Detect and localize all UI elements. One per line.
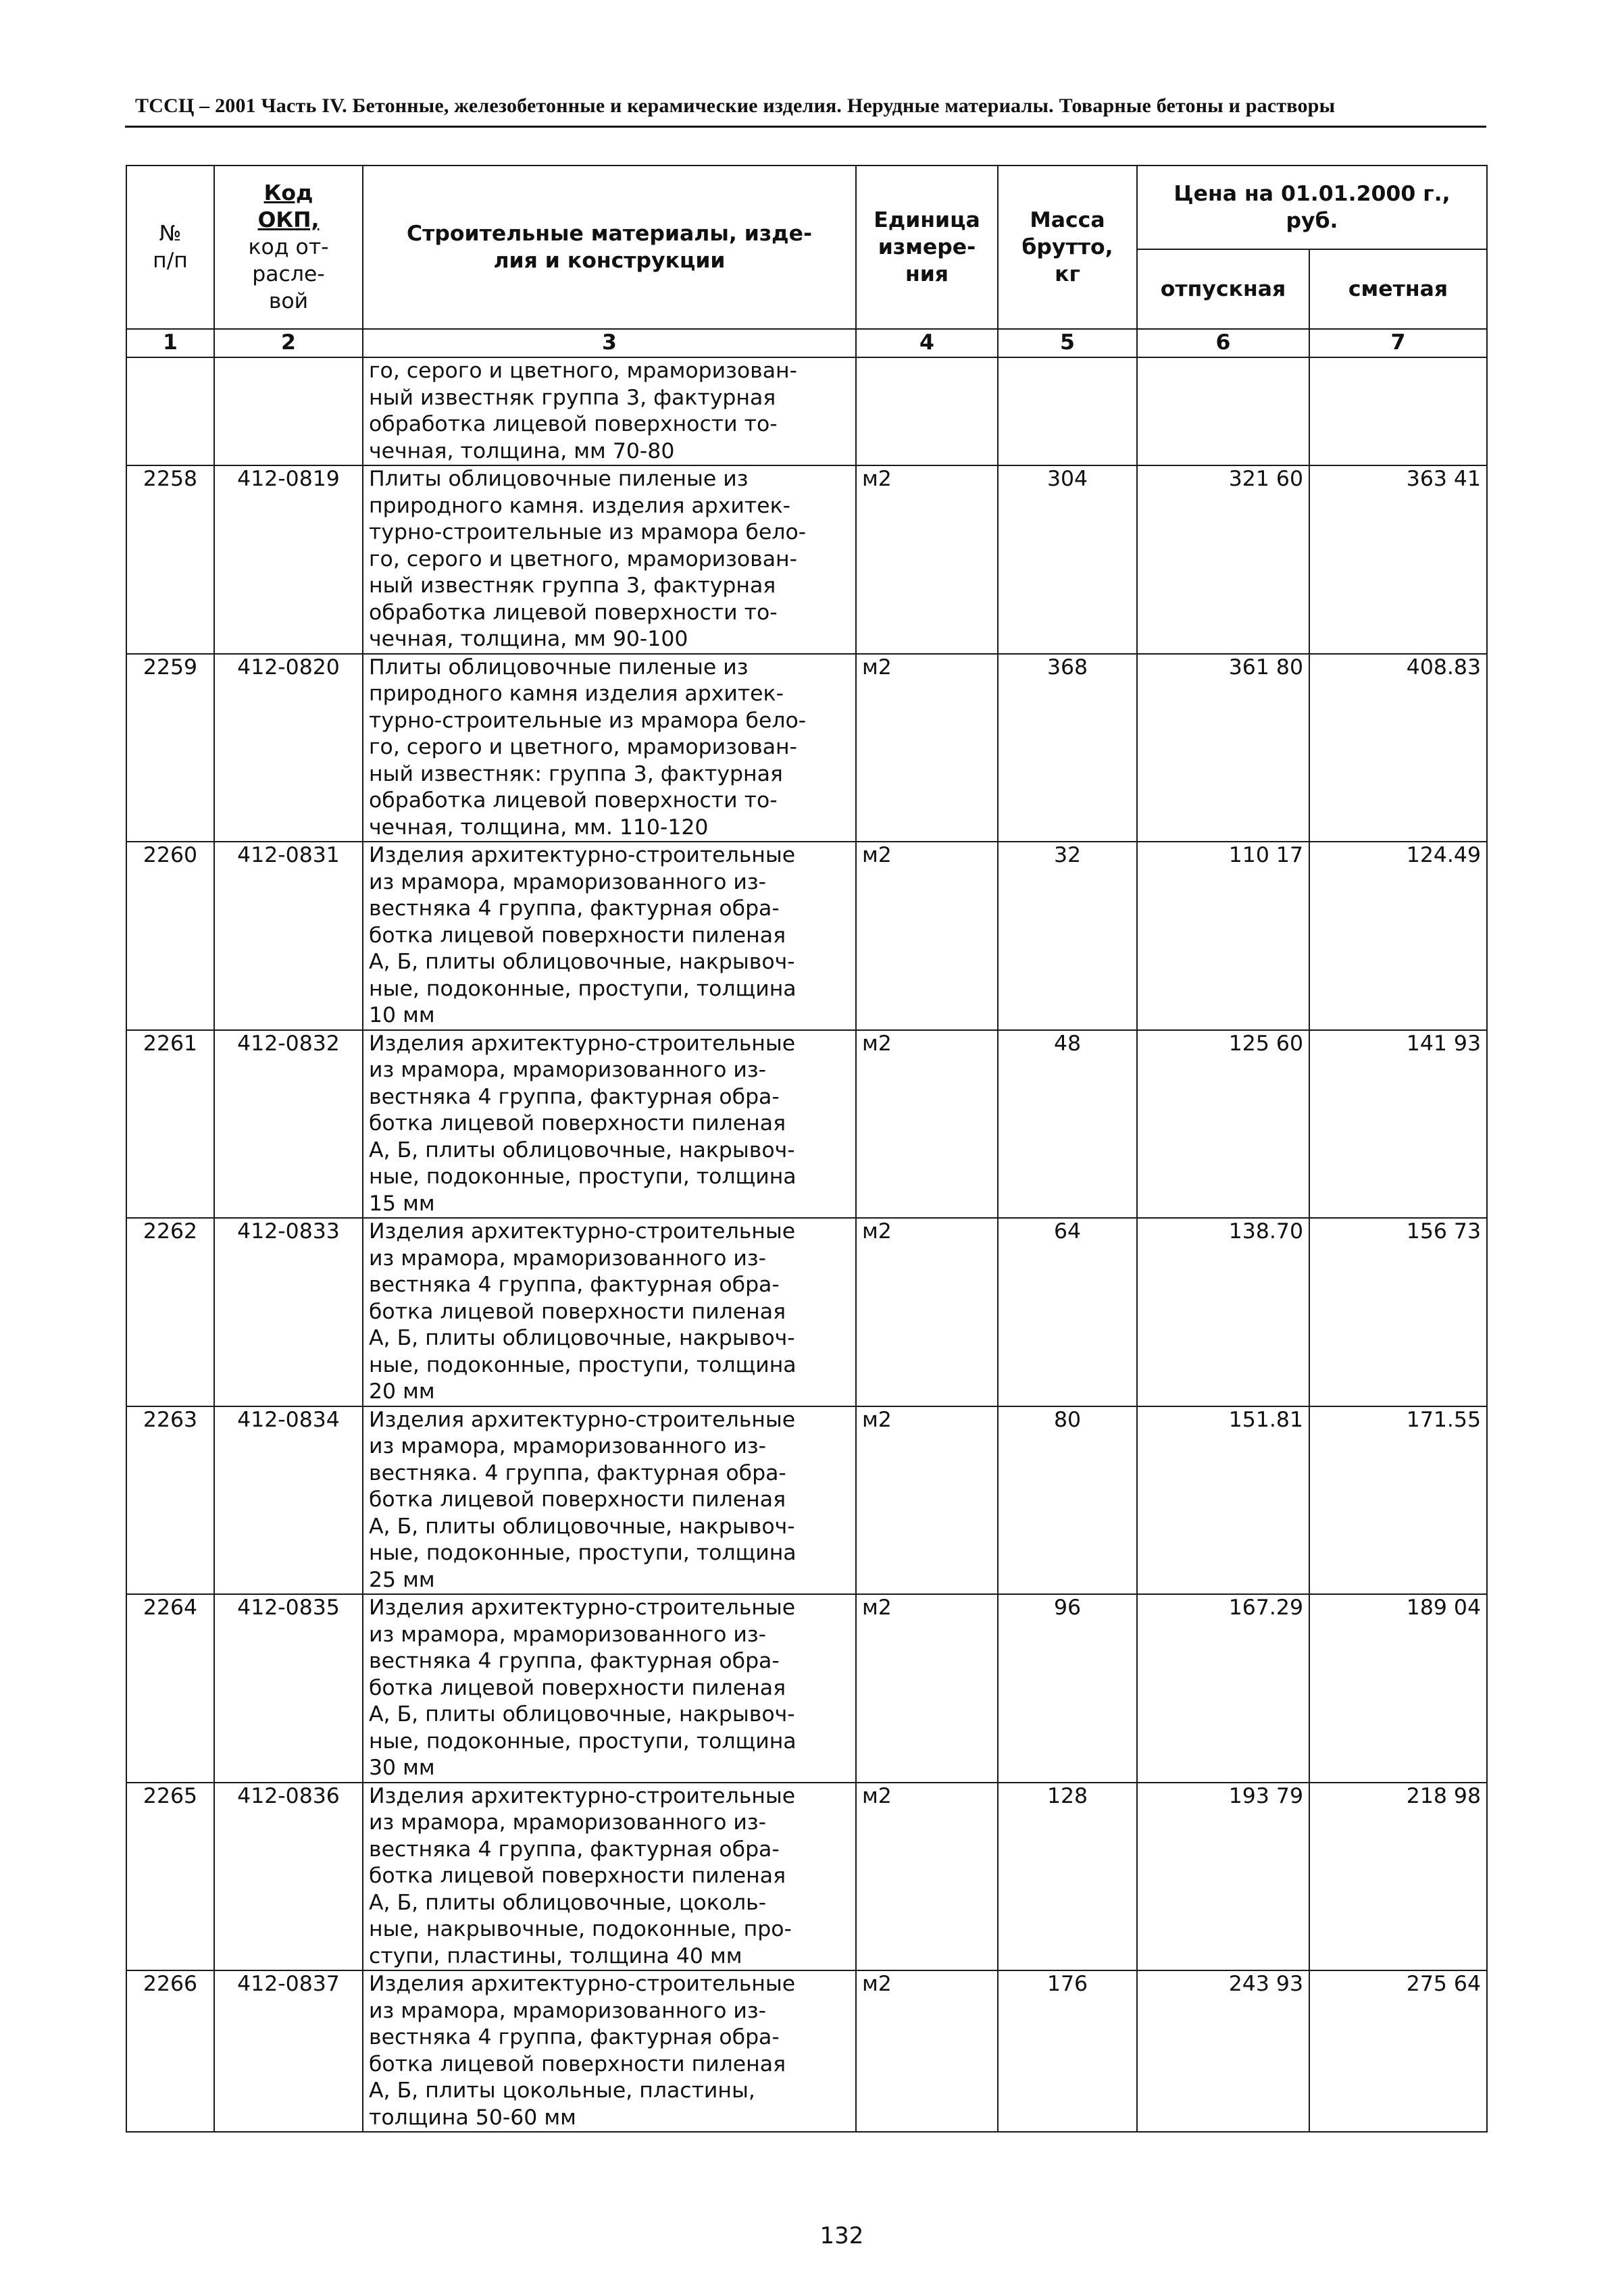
row-unit-cell: м2 [856,465,998,654]
row-price-release-cell: 151.81 [1137,1406,1309,1595]
row-mass-cell: 176 [998,1970,1137,2132]
column-number: 3 [363,329,856,357]
row-price-estimate-cell [1309,357,1487,465]
row-name-cell: Изделия архитектурно-строительные из мрамора, мраморизованного из- вестняка. 4 группа, фактурная обра- ботка лицевой поверхности пиленая А, Б, плиты облицовочные, накрывоч- ные, подоконные, проступи, толщина 25 мм [363,1406,856,1595]
header-rule [125,126,1486,128]
row-num-cell: 2259 [126,654,214,842]
row-mass-cell: 32 [998,842,1137,1030]
row-num-cell [126,357,214,465]
row-code-cell [214,357,363,465]
row-price-release-cell: 361 80 [1137,654,1309,842]
row-mass-cell: 64 [998,1218,1137,1406]
row-unit-cell: м2 [856,1030,998,1219]
table-row [126,1783,1487,1971]
column-number: 1 [126,329,214,357]
row-price-release-cell: 243 93 [1137,1970,1309,2132]
header-mass: Масса брутто, кг [998,165,1137,329]
table-row [126,654,1487,842]
column-number: 2 [214,329,363,357]
row-unit-cell: м2 [856,654,998,842]
row-mass-cell: 304 [998,465,1137,654]
row-num-cell: 2260 [126,842,214,1030]
row-code-cell: 412-0834 [214,1406,363,1595]
row-price-release-cell: 321 60 [1137,465,1309,654]
row-name-cell: Изделия архитектурно-строительные из мрамора, мраморизованного из- вестняка 4 группа, фактурная обра- ботка лицевой поверхности пиленая А, Б, плиты облицовочные, накрывоч- ные, подоконные, проступи, толщина 30 мм [363,1594,856,1783]
row-mass-cell [998,357,1137,465]
row-name-cell: Плиты облицовочные пиленые из природного камня изделия архитек- турно-строительные из мрамора бело- го, серого и цветного, мраморизован- ный известняк: группа 3, фактурная обработка лицевой поверхности то- чечная, толщина, мм. 110-120 [363,654,856,842]
table-row [126,1030,1487,1219]
row-unit-cell: м2 [856,842,998,1030]
row-unit-cell: м2 [856,1594,998,1783]
table-header [126,165,1487,357]
row-unit-cell: м2 [856,1218,998,1406]
row-price-release-cell: 125 60 [1137,1030,1309,1219]
table-row [126,1594,1487,1783]
header-price-group: Цена на 01.01.2000 г., руб. [1137,165,1487,249]
header-name: Строительные материалы, изде- лия и конструкции [363,165,856,329]
row-unit-cell: м2 [856,1406,998,1595]
header-code [214,165,363,329]
row-price-estimate-cell: 156 73 [1309,1218,1487,1406]
header-price-estimate: сметная [1309,249,1487,329]
header-code-top: Код ОКП, [257,181,320,232]
row-mass-cell: 80 [998,1406,1137,1595]
row-num-cell: 2262 [126,1218,214,1406]
row-name-cell: Изделия архитектурно-строительные из мрамора, мраморизованного из- вестняка 4 группа, фактурная обра- ботка лицевой поверхности пиленая А, Б, плиты облицовочные, накрывоч- ные, подоконные, проступи, толщина 10 мм [363,842,856,1030]
row-mass-cell: 128 [998,1783,1137,1971]
row-price-estimate-cell: 171.55 [1309,1406,1487,1595]
row-price-estimate-cell: 218 98 [1309,1783,1487,1971]
row-code-cell: 412-0819 [214,465,363,654]
row-price-release-cell: 110 17 [1137,842,1309,1030]
column-number-row [126,329,1487,357]
header-code-bottom: код от- расле- вой [248,235,329,313]
table-body [126,357,1487,2132]
row-price-estimate-cell: 141 93 [1309,1030,1487,1219]
row-mass-cell: 48 [998,1030,1137,1219]
row-price-release-cell: 138.70 [1137,1218,1309,1406]
row-name-cell: Изделия архитектурно-строительные из мрамора, мраморизованного из- вестняка 4 группа, фактурная обра- ботка лицевой поверхности пиленая А, Б, плиты цокольные, пластины, толщина 50-60 мм [363,1970,856,2132]
header-unit: Единица измере- ния [856,165,998,329]
header-num: № п/п [126,165,214,329]
column-number: 4 [856,329,998,357]
header-price-release: отпускная [1137,249,1309,329]
row-code-cell: 412-0837 [214,1970,363,2132]
column-number: 6 [1137,329,1309,357]
row-num-cell: 2261 [126,1030,214,1219]
table-row [126,1406,1487,1595]
row-num-cell: 2265 [126,1783,214,1971]
row-price-release-cell: 167.29 [1137,1594,1309,1783]
row-name-cell: Изделия архитектурно-строительные из мрамора, мраморизованного из- вестняка 4 группа, фактурная обра- ботка лицевой поверхности пиленая А, Б, плиты облицовочные, накрывоч- ные, подоконные, проступи, толщина 15 мм [363,1030,856,1219]
row-code-cell: 412-0832 [214,1030,363,1219]
row-num-cell: 2266 [126,1970,214,2132]
row-mass-cell: 96 [998,1594,1137,1783]
row-price-release-cell [1137,357,1309,465]
table-row [126,465,1487,654]
row-name-cell: Изделия архитектурно-строительные из мрамора, мраморизованного из- вестняка 4 группа, фактурная обра- ботка лицевой поверхности пиленая А, Б, плиты облицовочные, цоколь- ные, накрывочные, подоконные, про- ступи, пластины, толщина 40 мм [363,1783,856,1971]
running-head: ТССЦ – 2001 Часть IV. Бетонные, железобетонные и керамические изделия. Нерудные материалы. Товарные бетоны и растворы [135,95,1336,117]
table-row [126,1218,1487,1406]
row-num-cell: 2264 [126,1594,214,1783]
row-price-estimate-cell: 408.83 [1309,654,1487,842]
row-price-estimate-cell: 275 64 [1309,1970,1487,2132]
row-num-cell: 2263 [126,1406,214,1595]
row-code-cell: 412-0833 [214,1218,363,1406]
row-name-cell: Плиты облицовочные пиленые из природного камня. изделия архитек- турно-строительные из мрамора бело- го, серого и цветного, мраморизован- ный известняк группа 3, фактурная обработка лицевой поверхности то- чечная, толщина, мм 90-100 [363,465,856,654]
row-mass-cell: 368 [998,654,1137,842]
row-unit-cell [856,357,998,465]
row-num-cell: 2258 [126,465,214,654]
table-row [126,1970,1487,2132]
page-number: 132 [819,2222,864,2249]
row-code-cell: 412-0836 [214,1783,363,1971]
column-number: 5 [998,329,1137,357]
row-name-cell: Изделия архитектурно-строительные из мрамора, мраморизованного из- вестняка 4 группа, фактурная обра- ботка лицевой поверхности пиленая А, Б, плиты облицовочные, накрывоч- ные, подоконные, проступи, толщина 20 мм [363,1218,856,1406]
row-code-cell: 412-0835 [214,1594,363,1783]
row-code-cell: 412-0820 [214,654,363,842]
row-name-cell: го, серого и цветного, мраморизован- ный известняк группа 3, фактурная обработка лицевой поверхности то- чечная, толщина, мм 70-80 [363,357,856,465]
continuation-row [126,357,1487,465]
column-number: 7 [1309,329,1487,357]
row-code-cell: 412-0831 [214,842,363,1030]
row-unit-cell: м2 [856,1970,998,2132]
row-price-estimate-cell: 124.49 [1309,842,1487,1030]
price-table [126,165,1488,2133]
row-unit-cell: м2 [856,1783,998,1971]
row-price-estimate-cell: 189 04 [1309,1594,1487,1783]
table-row [126,842,1487,1030]
row-price-estimate-cell: 363 41 [1309,465,1487,654]
row-price-release-cell: 193 79 [1137,1783,1309,1971]
